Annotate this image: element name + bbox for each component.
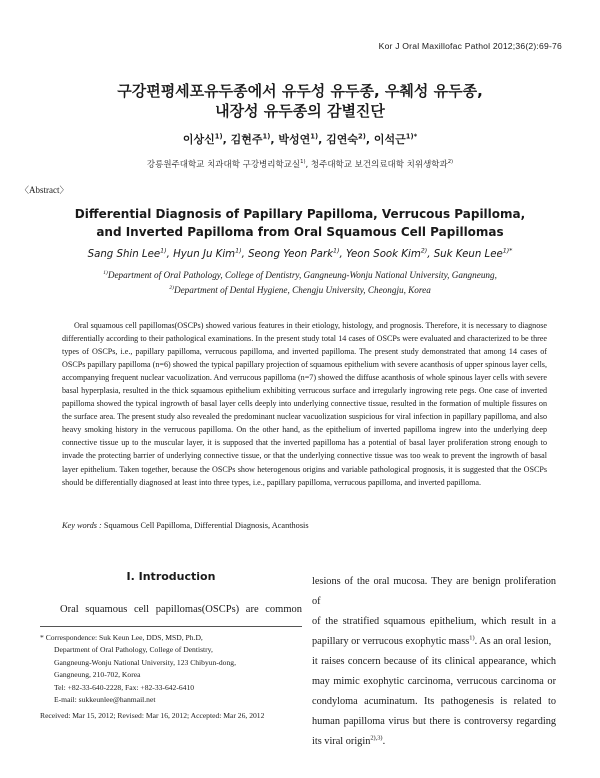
- footnote-line: Gangneung, 210-702, Korea: [54, 670, 141, 680]
- korean-affiliation: 강릉원주대학교 치과대학 구강병리학교실: [146, 160, 301, 170]
- intro-line: human papilloma virus but there is controversy regarding: [312, 716, 556, 727]
- intro-line: it raises concern because of its clinical appearance, which: [312, 656, 556, 667]
- introduction-right-column: [312, 572, 556, 752]
- korean-author: 박성연: [278, 133, 311, 146]
- intro-line: lesions of the oral mucosa. They are benign proliferation of: [312, 576, 556, 607]
- keywords: [62, 521, 309, 530]
- english-affiliation-1: $^{1)}$Department of Oral Pathology, College of Dentistry, Gangneung-Wonju National University, Gangneung,: [103, 269, 497, 280]
- korean-affiliations: 강릉원주대학교 치과대학 구강병리학교실$^{1)}$, 청주대학교 보건의료대학 치위생학과$^{2)}$: [146, 159, 454, 170]
- journal-citation: Kor J Oral Maxillofac Pathol 2012;36(2):69-76: [378, 41, 562, 51]
- introduction-first-line: Oral squamous cell papillomas(OSCPs) are common: [60, 604, 302, 615]
- intro-line: may mimic exophytic carcinoma, verrucous carcinoma or: [312, 676, 556, 687]
- footnote-divider: [40, 626, 302, 627]
- intro-line: its viral origin$^{2),3)}$.: [312, 734, 386, 747]
- footnote-line: Department of Oral Pathology, College of Dentistry,: [54, 645, 213, 655]
- footnote-line: * Correspondence: Suk Keun Lee, DDS, MSD, Ph.D,: [40, 633, 203, 642]
- intro-line: of the stratified squamous epithelium, which result in a: [312, 616, 556, 627]
- abstract-body: Oral squamous cell papillomas(OSCPs) showed various features in their etiology, histology, and prognosis. Therefore, it is necessary to diagnose differentially according to their pathological examinations. In the present study total 14 cases of OSCPs were evaluated and characterized to be three types of OSCPs, i.e., papillary papilloma, verrucous papilloma, and inverted papilloma. The present study demonstrated that among 14 cases of OSCPs papillary papilloma (n=6) showed the typical papillary projection of squamous epithelium with severe acanthosis of upper spinous layer cells, accompanying frequent nuclear vacuolization. And verrucous papilloma (n=7) showed the diffuse acanthosis of whole spinous layer cells with severe basal hyperplasia, resulted in the thick squamous epithelium exhibiting verrucous surface and irregularly ingrowing rete pegs. One case of inverted papilloma showed the typical ingrowth of basal layer cells deeply into underlying connective tissue, resulted in the formation of multiple fissures on the surface area. The present study also revealed the predominant nuclear vacuolization suspicious for viral infection in papillary papilloma, and also heavy smoking history in the verrucous papilloma. On the other hand, as the epithelium of inverted papilloma ingrew into the underlying deep connective tissue up to the muscular layer, it is supposed that the inverted papilloma has a potential of basal layer proliferation strong enough to invade the protecting barrier of underlying connective tissue, or that the underlying connective tissue was too weak to prevent the ingrowth of basal layer epithelium. Taken together, because the OSCPs show heterogenous origins and variable pathological prognosis, it is suggested that the OSCPs should be differentially diagnosed at least into three types, i.e., papillary papilloma, verrucous papilloma, and inverted papilloma.: [62, 321, 547, 487]
- korean-author: 이석근: [373, 133, 406, 146]
- footnote-line: E-mail: sukkeunlee@hanmail.net: [54, 695, 156, 705]
- english-author: Yeon Sook Kim: [345, 249, 421, 260]
- korean-authors: 이상신$^{1)}$, 김현주$^{1)}$, 박성연$^{1)}$, 김연숙$^{2)}$, 이석근$^{1)*}$: [182, 132, 418, 146]
- english-title-line-1: Differential Diagnosis of Papillary Papilloma, Verrucous Papilloma,: [74, 207, 526, 221]
- footnote-line: Tel: +82-33-640-2228, Fax: +82-33-642-6410: [54, 682, 195, 692]
- english-author: Seong Yeon Park: [248, 249, 333, 260]
- keywords-label: Key words :: [62, 521, 102, 530]
- received-dates: Received: Mar 15, 2012; Revised: Mar 16, 2012; Accepted: Mar 26, 2012: [40, 711, 265, 721]
- english-author: Suk Keun Lee: [433, 249, 503, 260]
- english-affiliation-2: $^{2)}$Department of Dental Hygiene, Chengju University, Cheongju, Korea: [169, 284, 431, 295]
- korean-author: 김현주: [230, 133, 263, 146]
- english-author: Hyun Ju Kim: [173, 249, 236, 260]
- abstract-label: 〈Abstract〉: [20, 185, 69, 195]
- korean-author: 이상신: [182, 133, 215, 146]
- intro-line: condyloma acuminatum. Its pathogenesis is related to: [312, 696, 556, 707]
- korean-title-line-2: 내장성 유두종의 감별진단: [215, 102, 385, 120]
- english-author: Sang Shin Lee: [87, 249, 161, 260]
- footnote-line: Gangneung-Wonju National University, 123 Chibyun-dong,: [54, 657, 236, 667]
- english-authors: Sang Shin Lee$^{1)}$, Hyun Ju Kim$^{1)}$, Seong Yeon Park$^{1)}$, Yeon Sook Kim$^{2)}$, Suk Keun Lee$^{1)*}$: [87, 247, 513, 260]
- korean-affiliation: 청주대학교 보건의료대학 치위생학과: [310, 160, 448, 170]
- section-heading-introduction: Ⅰ. Introduction: [126, 570, 216, 583]
- english-title-line-2: and Inverted Papilloma from Oral Squamous Cell Papillomas: [96, 225, 504, 239]
- korean-title-line-1: 구강편평세포유두종에서 유두성 유두종, 우췌성 유두종,: [117, 82, 483, 100]
- korean-author: 김연숙: [326, 133, 358, 146]
- keywords-list: Squamous Cell Papilloma, Differential Diagnosis, Acanthosis: [103, 521, 309, 530]
- intro-line: papillary or verrucous exophytic mass$^{1)}$. As an oral lesion,: [312, 634, 552, 647]
- correspondence-footnote: [40, 632, 302, 723]
